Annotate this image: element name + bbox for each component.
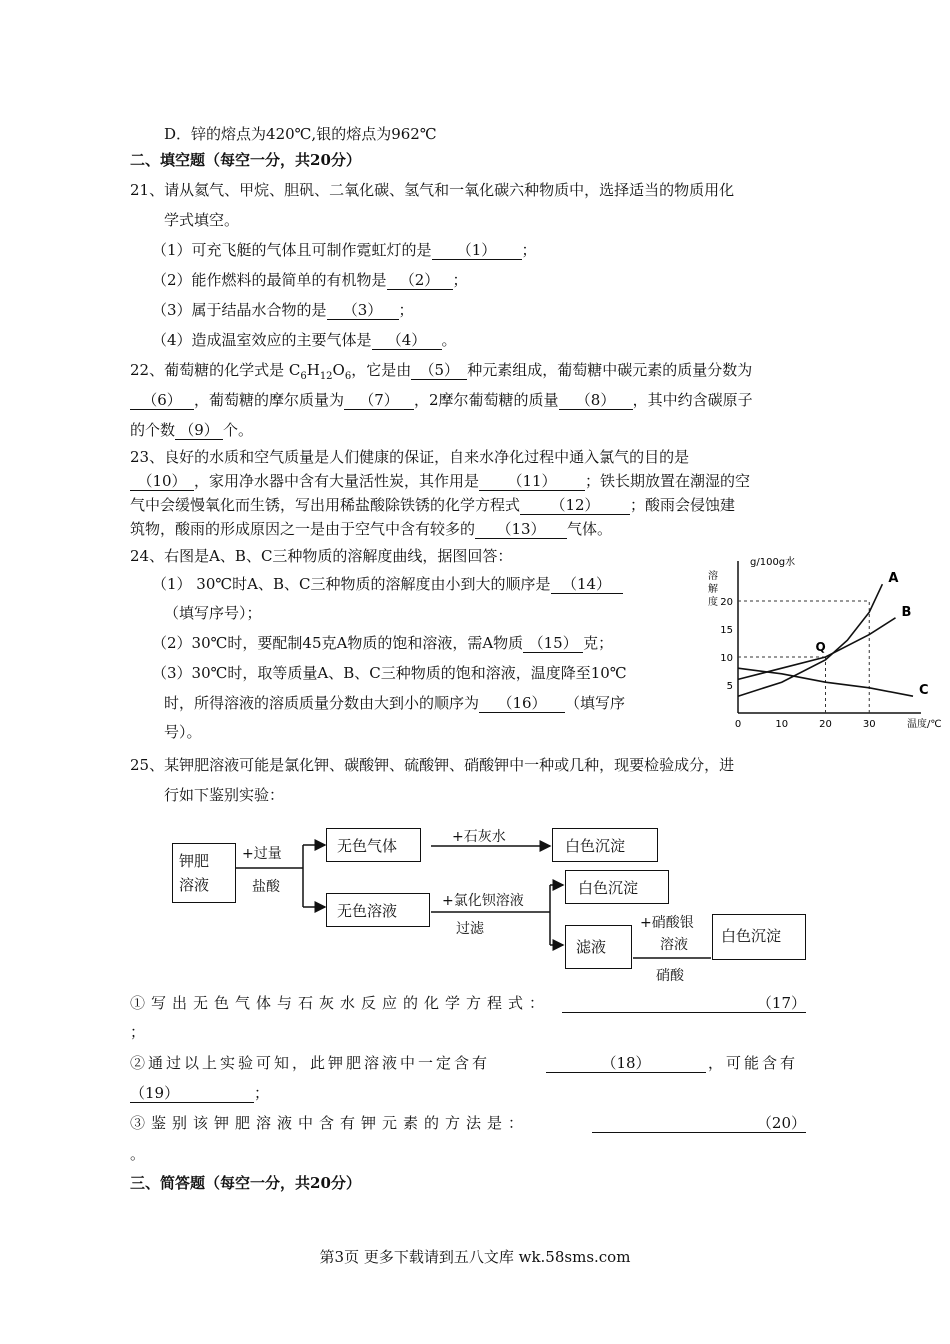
blank-13[interactable]: （13） xyxy=(475,520,567,539)
blank-3[interactable]: （3） xyxy=(327,301,399,320)
q25-item-3-end: 。 xyxy=(130,1145,146,1163)
q25-stem: 25、某钾肥溶液可能是氯化钾、碳酸钾、硫酸钾、硝酸钾中一种或几种，现要检验成分，进 xyxy=(130,756,735,774)
q24-item-1: （1） 30℃时A、B、C三种物质的溶解度由小到大的顺序是 （14） xyxy=(152,574,623,594)
y-axis-unit: g/100g水 xyxy=(750,557,796,568)
section-2-title: 二、填空题（每空一分，共20分） xyxy=(130,151,361,169)
flow-filtrate-box: 滤液 xyxy=(565,925,632,969)
blank-16[interactable]: （16） xyxy=(479,694,565,713)
q21-item-1: （1）可充飞艇的气体且可制作霓虹灯的是 （1） ； xyxy=(152,241,537,259)
y-tick-label: 20 xyxy=(720,597,733,608)
q22-line-1: 22、葡萄糖的化学式是 $C_6H_{12}O_6$，它是由 （5） 种元素组成，葡萄糖中碳元素的质量分数为 xyxy=(130,361,753,382)
y-axis-label: 度 xyxy=(708,597,718,608)
x-tick-label: 20 xyxy=(819,719,832,730)
y-tick-label: 10 xyxy=(720,653,733,664)
curve-label-b: B xyxy=(901,604,912,620)
q21-item-2: （2）能作燃料的最简单的有机物是 （2） ； xyxy=(152,271,468,289)
q24-item-3c: 号）。 xyxy=(164,723,202,741)
blank-19[interactable]: （19） xyxy=(130,1084,254,1103)
blank-17-wrap xyxy=(562,993,806,1013)
blank-1[interactable]: （1） xyxy=(432,241,522,260)
flow-white-precip-2: 白色沉淀 xyxy=(565,870,669,904)
q24-stem: 24、右图是A、B、C三种物质的溶解度曲线，据图回答： xyxy=(130,547,513,565)
y-tick-label: 5 xyxy=(726,681,733,692)
q22-line-3: 的个数 （9） 个。 xyxy=(130,421,254,439)
blank-20[interactable]: （20） xyxy=(592,1114,806,1133)
q21-item-4: （4）造成温室效应的主要气体是 （4） 。 xyxy=(152,331,457,349)
label-bacl2: +氯化钡溶液 xyxy=(442,893,524,909)
q25-item-2: ②通过以上实验可知，此钾肥溶液中一定含有 xyxy=(130,1054,491,1072)
q25-item-1-end: ； xyxy=(130,1023,146,1041)
flow-white-precip-1: 白色沉淀 xyxy=(552,828,658,862)
flow-solution-box: 无色溶液 xyxy=(326,893,430,927)
q24-item-1b: （填写序号）； xyxy=(164,604,262,622)
blank-18-wrap xyxy=(546,1053,706,1073)
q23-line-2: （10） ，家用净水器中含有大量活性炭，其作用是 （11） ；铁长期放置在潮湿的空 xyxy=(130,471,750,491)
intersection-label: Q xyxy=(815,640,826,654)
q25-stem-2: 行如下鉴别实验： xyxy=(164,786,285,804)
q24-item-3: （3）30℃时，取等质量A、B、C三种物质的饱和溶液，温度降至10℃ xyxy=(152,664,627,682)
q22-line-2: （6） ，葡萄糖的摩尔质量为 （7） ，2摩尔葡萄糖的质量 （8） ，其中约含碳原子 xyxy=(130,390,753,410)
label-hcl: 盐酸 xyxy=(252,879,280,895)
blank-8[interactable]: （8） xyxy=(559,391,633,410)
blank-20-wrap xyxy=(592,1113,806,1133)
q21-stem: 21、请从氦气、甲烷、胆矾、二氧化碳、氢气和一氧化碳六种物质中，选择适当的物质用化 xyxy=(130,181,735,199)
label-agno3: +硝酸银 xyxy=(640,915,694,931)
blank-18[interactable]: （18） xyxy=(546,1054,706,1073)
x-tick-label: 30 xyxy=(862,719,876,730)
section-3-title: 三、简答题（每空一分，共20分） xyxy=(130,1174,361,1192)
blank-6[interactable]: （6） xyxy=(130,391,194,410)
flow-start-box: 钾肥 溶液 xyxy=(172,843,236,903)
label-agno3-solution: 溶液 xyxy=(660,937,688,953)
flow-white-precip-3: 白色沉淀 xyxy=(712,914,806,960)
q25-item-3: ③鉴别该钾肥溶液中含有钾元素的方法是： xyxy=(130,1114,530,1132)
x-tick-label: 10 xyxy=(775,719,789,730)
blank-10[interactable]: （10） xyxy=(130,472,194,491)
blank-14[interactable]: （14） xyxy=(551,575,623,594)
blank-4[interactable]: （4） xyxy=(372,331,442,350)
q24-item-3b: 时，所得溶液的溶质质量分数由大到小的顺序为 （16） （填写序 xyxy=(164,694,626,712)
blank-5[interactable]: （5） xyxy=(411,361,467,380)
y-tick-label: 15 xyxy=(720,625,733,636)
label-hno3: 硝酸 xyxy=(656,968,684,984)
y-axis-label: 解 xyxy=(708,584,718,595)
flow-gas-box: 无色气体 xyxy=(326,828,421,862)
x-tick-label: 0 xyxy=(734,719,742,730)
curve-label-a: A xyxy=(888,571,899,587)
label-filter: 过滤 xyxy=(456,921,484,937)
label-add-hcl: +过量 xyxy=(242,846,282,862)
q23-line-1: 23、良好的水质和空气质量是人们健康的保证，自来水净化过程中通入氯气的目的是 xyxy=(130,448,690,466)
q25-item-1: ①写出无色气体与石灰水反应的化学方程式： xyxy=(130,994,551,1012)
label-lime-water: +石灰水 xyxy=(452,829,506,845)
y-axis-label: 溶 xyxy=(708,571,718,582)
blank-17[interactable]: （17） xyxy=(562,994,806,1013)
q21-item-3: （3）属于结晶水合物的是 （3） ； xyxy=(152,301,414,319)
x-axis-label: 温度/℃ xyxy=(907,719,942,730)
q20-option-d: D．锌的熔点为420℃,银的熔点为962℃ xyxy=(164,125,437,143)
q23-line-4: 筑物，酸雨的形成原因之一是由于空气中含有较多的 （13） 气体。 xyxy=(130,520,613,538)
blank-12[interactable]: （12） xyxy=(520,496,630,515)
blank-2[interactable]: （2） xyxy=(387,271,453,290)
q25-item-2b: （19） ； xyxy=(130,1084,270,1102)
page-footer: 第3页 更多下载请到五八文库 wk.58sms.com xyxy=(319,1248,631,1266)
blank-15[interactable]: （15） xyxy=(523,634,583,653)
curve-label-c: C xyxy=(919,683,929,699)
q23-line-3: 气中会缓慢氧化而生锈，写出用稀盐酸除铁锈的化学方程式 （12） ；酸雨会侵蚀建 xyxy=(130,496,736,514)
blank-11[interactable]: （11） xyxy=(479,472,585,491)
q21-stem-2: 学式填空。 xyxy=(164,211,240,229)
blank-7[interactable]: （7） xyxy=(344,391,414,410)
blank-9[interactable]: （9） xyxy=(175,421,223,440)
q25-item-2-mid: ，可能含有 xyxy=(708,1054,799,1072)
q24-item-2: （2）30℃时，要配制45克A物质的饱和溶液，需A物质 （15） 克； xyxy=(152,634,614,652)
